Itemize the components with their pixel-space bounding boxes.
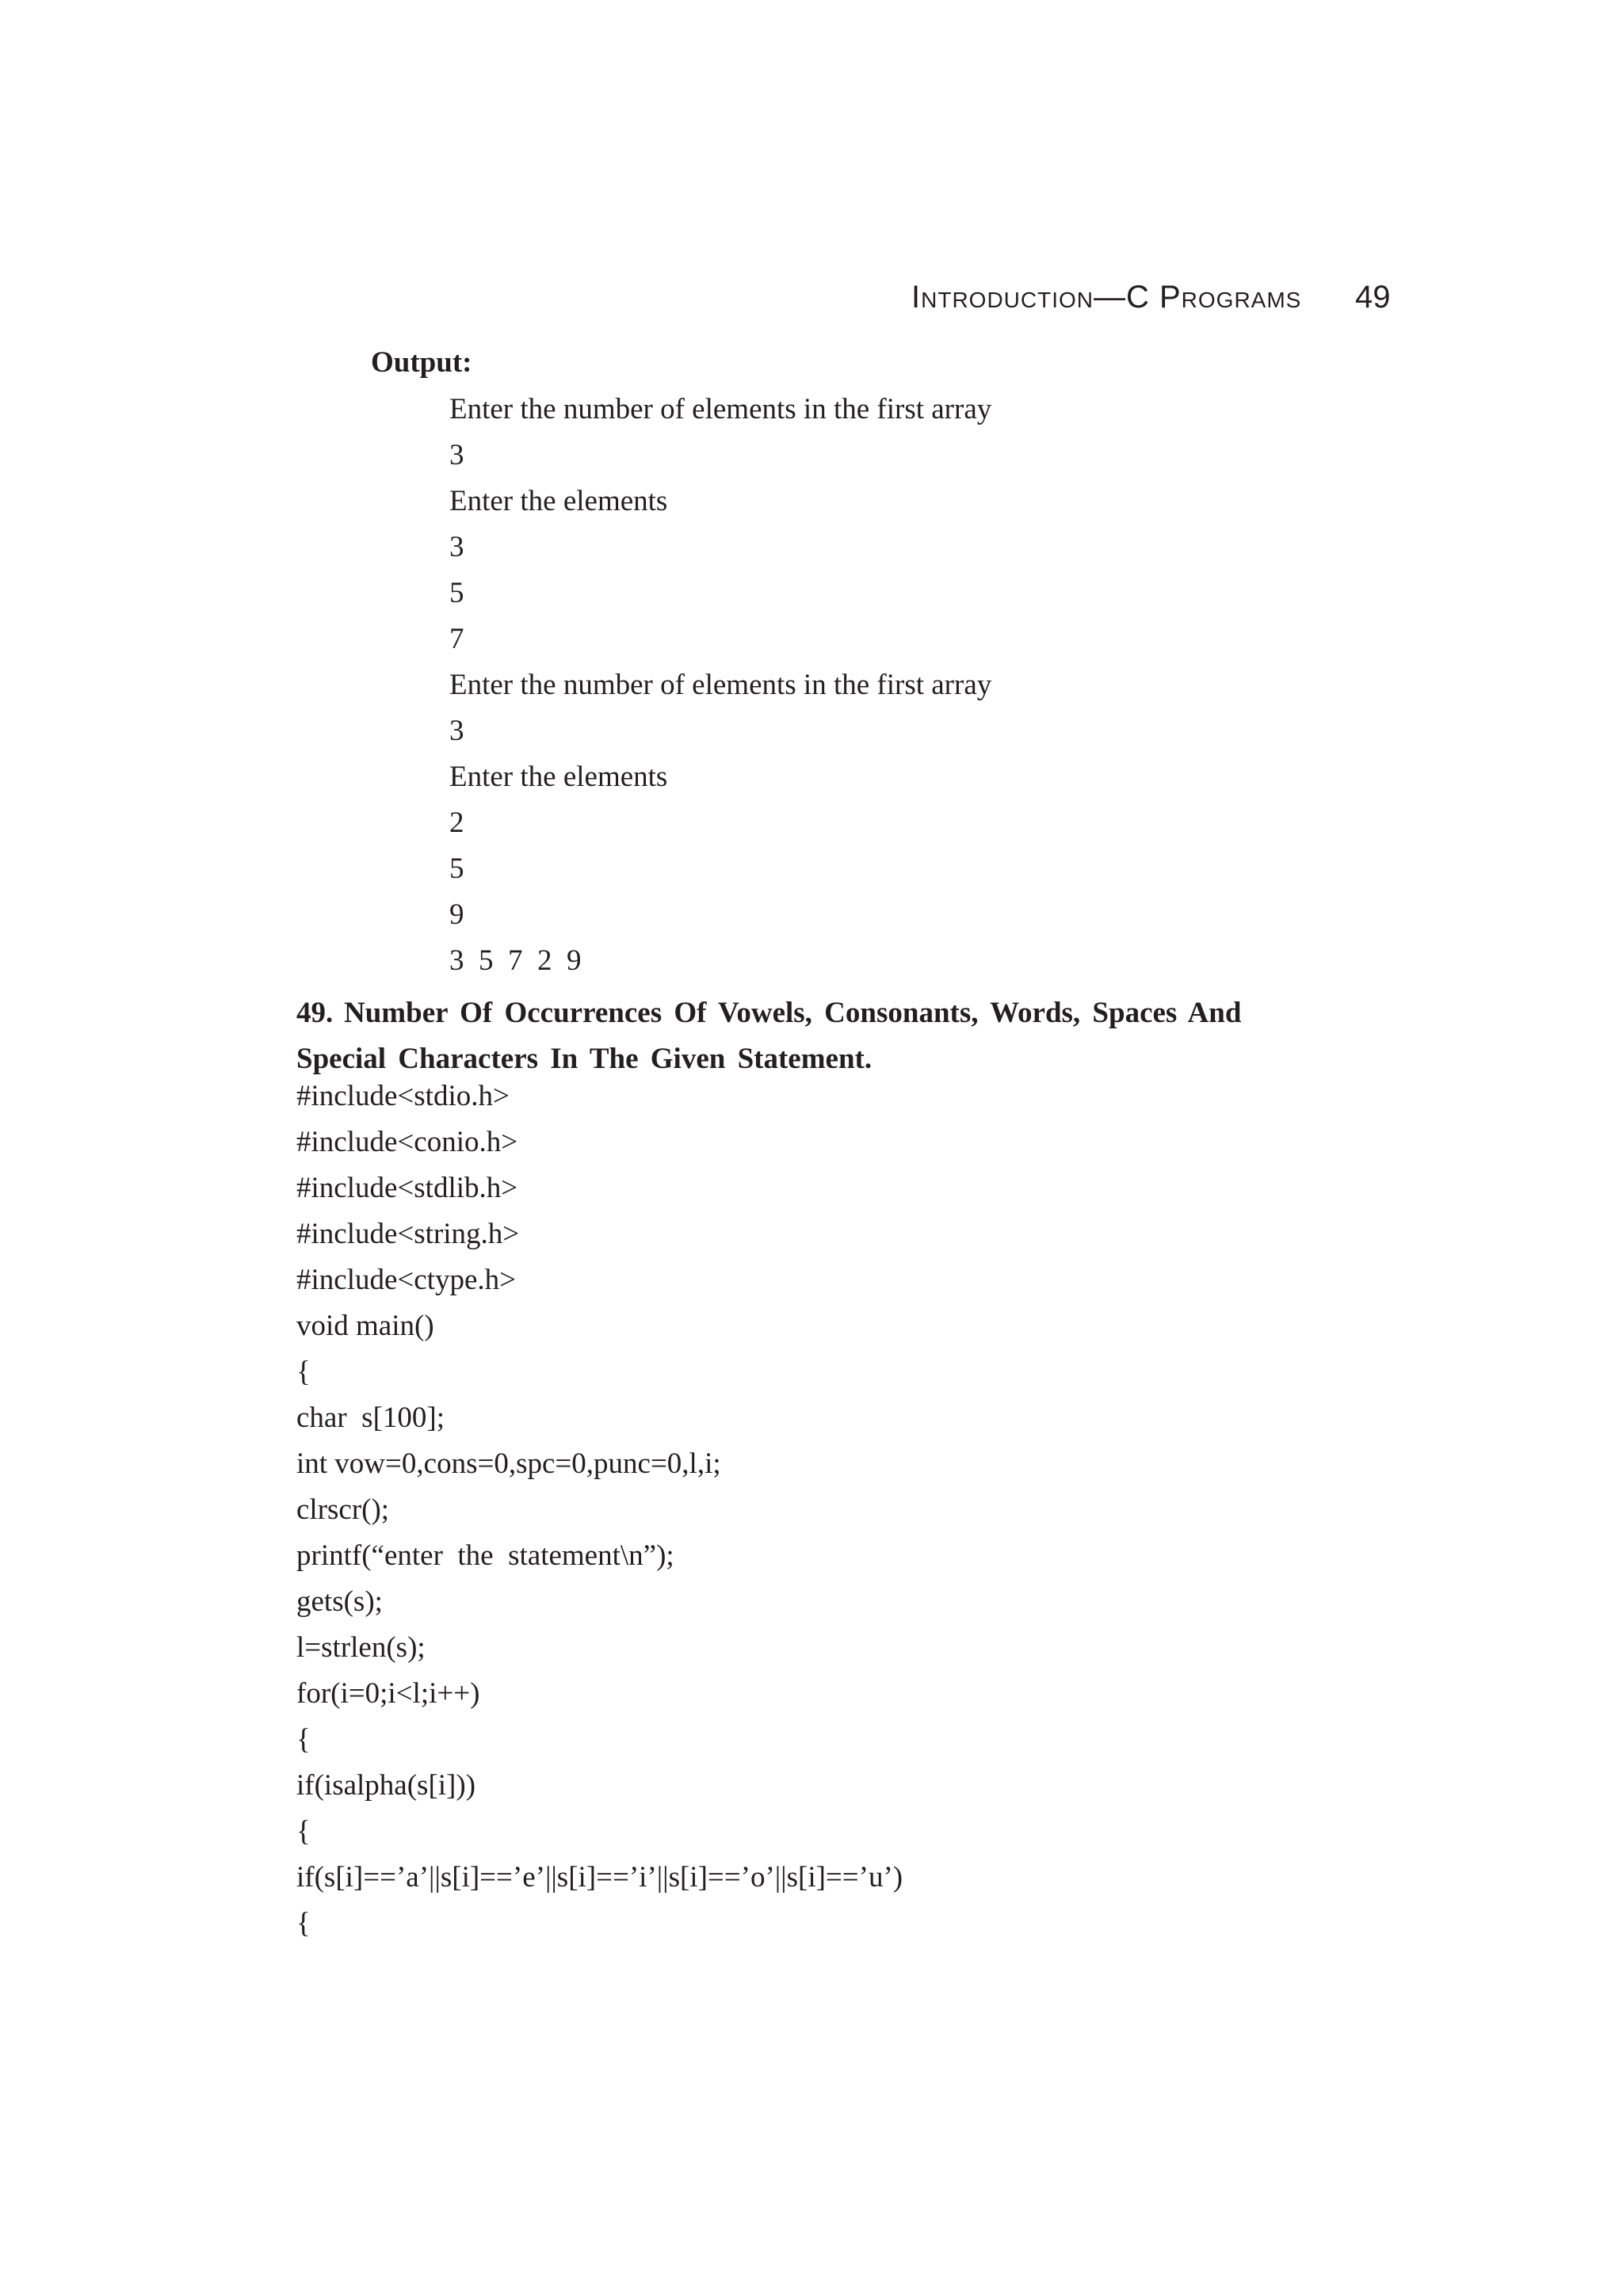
code-line: void main() [296,1310,434,1342]
output-line: Enter the number of elements in the first array [449,393,992,425]
output-line: 5 [449,577,464,609]
output-line: 3 [449,439,464,471]
code-listing [296,1079,1485,1952]
section-title: Number Of Occurrences Of Vowels, Consonants, Words, Spaces And Special Characters In The Given Statement. [296,997,1242,1075]
output-line: 3 [449,715,464,747]
code-line: for(i=0;i<l;i++) [296,1677,480,1710]
output-line: 5 [449,852,464,885]
code-line: if(s[i]==’a’||s[i]==’e’||s[i]==’i’||s[i]==’o’||s[i]==’u’) [296,1861,903,1894]
output-line: 3 5 7 2 9 [449,944,582,977]
section-number: 49. [296,997,334,1029]
code-line: { [296,1356,311,1388]
output-line: 2 [449,807,464,839]
code-line: clrscr(); [296,1493,390,1526]
output-line: 9 [449,898,464,931]
output-line: 7 [449,623,464,655]
code-line: { [296,1907,311,1939]
code-line: #include<stdio.h> [296,1080,510,1112]
code-line: printf(“enter the statement\n”); [296,1539,674,1572]
output-line: Enter the elements [449,485,668,517]
section-heading [296,990,1273,1082]
output-line: 3 [449,531,464,563]
output-line: Enter the number of elements in the first array [449,669,992,701]
code-line: { [296,1815,311,1848]
output-label: Output: [371,346,472,379]
code-line: if(isalpha(s[i])) [296,1769,476,1802]
code-line: #include<string.h> [296,1218,520,1250]
code-line: l=strlen(s); [296,1631,426,1664]
output-block [449,392,1480,990]
code-line: gets(s); [296,1585,383,1618]
code-line: { [296,1723,311,1756]
code-line: int vow=0,cons=0,spc=0,punc=0,l,i; [296,1447,721,1480]
running-header-title: Introduction—C Programs [911,280,1302,315]
code-line: #include<ctype.h> [296,1264,517,1296]
output-line: Enter the elements [449,761,668,793]
code-line: #include<conio.h> [296,1126,518,1158]
running-header [911,277,1403,317]
page-number: 49 [1355,280,1391,315]
code-line: char s[100]; [296,1402,445,1434]
code-line: #include<stdlib.h> [296,1172,518,1204]
